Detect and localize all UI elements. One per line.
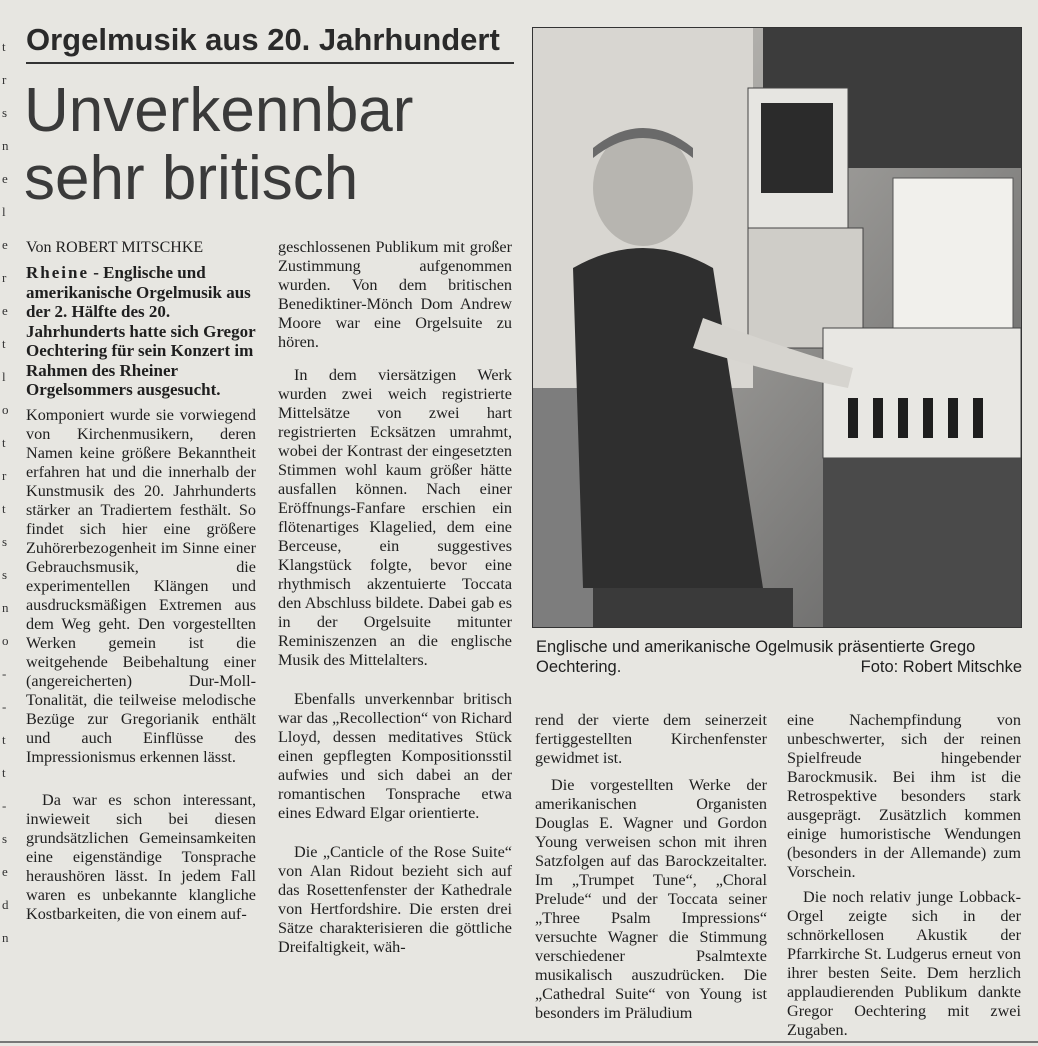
article-lead [26,263,256,400]
margin-fragment: t [2,39,6,54]
margin-fragment: s [2,567,8,582]
margin-fragment: e [2,237,8,252]
margin-fragment: o [2,402,9,417]
margin-fragment: e [2,864,8,879]
headline-line-2: sehr britisch [24,144,359,213]
margin-fragment: n [2,600,9,615]
left-margin-fragments [2,0,14,1046]
margin-fragment: s [2,831,8,846]
paragraph: Komponiert wurde sie vorwiegend von Kirchenmusikern, deren Namen keine größere Bekanntheit erfahren hat und die innerhalb der Kunstmusik des 20. Jahrhunderts stärker an Tradiertem festhält. So findet sich hier eine größere Zuhörerbezogenheit im Sinne einer Gebrauchsmusik, die experimentellen Klängen und ausdrucksmäßigen Extremen aus dem Weg geht. Den vorgestellten Werken gemein ist die weitgehende Beibehaltung einer (angereicherten) Dur-Moll-Tonalität, die teilweise melodische Bezüge zur Gregorianik enthält und auch Einflüsse des Impressionismus erkennen lässt. [26,405,256,766]
photo-credit: Foto: Robert Mitschke [860,658,1022,676]
paragraph: Da war es schon interessant, inwieweit sich bei diesen grundsätzlichen Gemeinsamkeiten eine eigenständige Tonsprache heraushören lässt. In jedem Fall waren es unbekannte klangliche Kostbarkeiten, die von einem auf- [26,790,256,923]
lead-text: - Englische und amerikanische Orgelmusik aus der 2. Hälfte des 20. Jahrhunderts hatte sich Gregor Oechtering für sein Konzert im Rahmen des Rheiner Orgelsommers ausgesucht. [26,263,256,399]
margin-fragment: t [2,765,6,780]
organist-photo-illustration [533,28,1021,627]
article-kicker: Orgelmusik aus 20. Jahrhundert [26,22,500,57]
photo-caption [536,637,1022,677]
margin-fragment: - [2,798,7,813]
margin-fragment: d [2,897,9,912]
margin-fragment: r [2,72,7,87]
margin-fragment: t [2,435,6,450]
organist-photo [532,27,1022,628]
margin-fragment: e [2,171,8,186]
paragraph: rend der vierte dem seinerzeit fertiggestellten Kirchenfenster gewidmet ist. [535,711,767,767]
margin-fragment: n [2,138,9,153]
paragraph: Die noch relativ junge Lobback-Orgel zeigte sich in der schnörkellosen Akustik der Pfarrkirche St. Ludgerus erneut von ihrer besten Seite. Dem herzlich applaudierenden Publikum dankte Gregor Oechtering mit zwei Zugaben. [787,888,1021,1039]
article-column-4 [787,711,1021,1040]
kicker-divider [26,62,514,64]
margin-fragment: s [2,105,8,120]
caption-text: Englische und amerikanische Ogelmusik präsentierte Grego Oechtering. [536,638,976,676]
margin-fragment: s [2,534,8,549]
margin-fragment: t [2,336,6,351]
margin-fragment: o [2,633,9,648]
margin-fragment: r [2,468,7,483]
margin-fragment: e [2,303,8,318]
article-column-1 [26,238,256,924]
margin-fragment: l [2,204,6,219]
lead-dateline: Rheine [26,263,89,282]
margin-fragment: n [2,930,9,945]
margin-fragment: t [2,501,6,516]
margin-fragment: t [2,732,6,747]
paragraph: In dem viersätzigen Werk wurden zwei weich registrierte Mittelsätze von zwei hart registrierten Ecksätzen umrahmt, wobei der Kontrast der eingesetzten Stimmen wohl kaum größer hätte ausfallen können. Nach einer Eröffnungs-Fanfare erschien ein flötenartiges Klagelied, dem eine Berceuse, ein suggestives Klangstück folgte, bevor eine rhythmisch akzentuierte Toccata den Abschluss bildete. Dabei gab es in der Orgelsuite mitunter Reminiszenzen an die englische Musik des Mittelalters. [278,366,512,669]
margin-fragment: r [2,270,7,285]
margin-fragment: - [2,666,7,681]
article-column-3 [535,711,767,1023]
paragraph: eine Nachempfindung von unbeschwerter, sich der reinen Spielfreude hingebender Barockmusik. Bei ihm ist die Retrospektive besonders stark ausgeprägt. Zusätzlich kommen einige humoristische Wendungen (besonders in der Allemande) zum Vorschein. [787,711,1021,881]
article-column-2 [278,238,512,957]
page-bottom-edge [0,1041,1038,1043]
article-headline [24,77,524,213]
paragraph: geschlossenen Publikum mit großer Zustimmung aufgenommen wurden. Von dem britischen Benediktiner-Mönch Dom Andrew Moore war eine Orgelsuite zu hören. [278,238,512,351]
paragraph: Die vorgestellten Werke der amerikanischen Organisten Douglas E. Wagner und Gordon Young verweisen schon mit ihren Satzfolgen auf das Barockzeitalter. Im „Trumpet Tune“, „Choral Prelude“ und der Toccata seiner „Three Psalm Impressions“ versuchte Wagner die Stimmung verschiedener Psalmtexte musikalisch auszudrücken. Die „Cathedral Suite“ von Young ist besonders im Präludium [535,776,767,1022]
headline-line-1: Unverkennbar [24,76,414,145]
margin-fragment: l [2,369,6,384]
margin-fragment: - [2,699,7,714]
paragraph: Die „Canticle of the Rose Suite“ von Alan Ridout bezieht sich auf das Rosettenfenster der Kathedrale von Hertfordshire. Die ersten drei Sätze charakterisieren die göttliche Dreifaltigkeit, wäh- [278,843,512,956]
paragraph: Ebenfalls unverkennbar britisch war das „Recollection“ von Richard Lloyd, dessen meditatives Stück einen gepflegten Kompositionsstil aufwies und sich dabei an der romantischen Tonsprache etwa eines Edward Elgar orientierte. [278,690,512,822]
byline: Von ROBERT MITSCHKE [26,239,204,256]
